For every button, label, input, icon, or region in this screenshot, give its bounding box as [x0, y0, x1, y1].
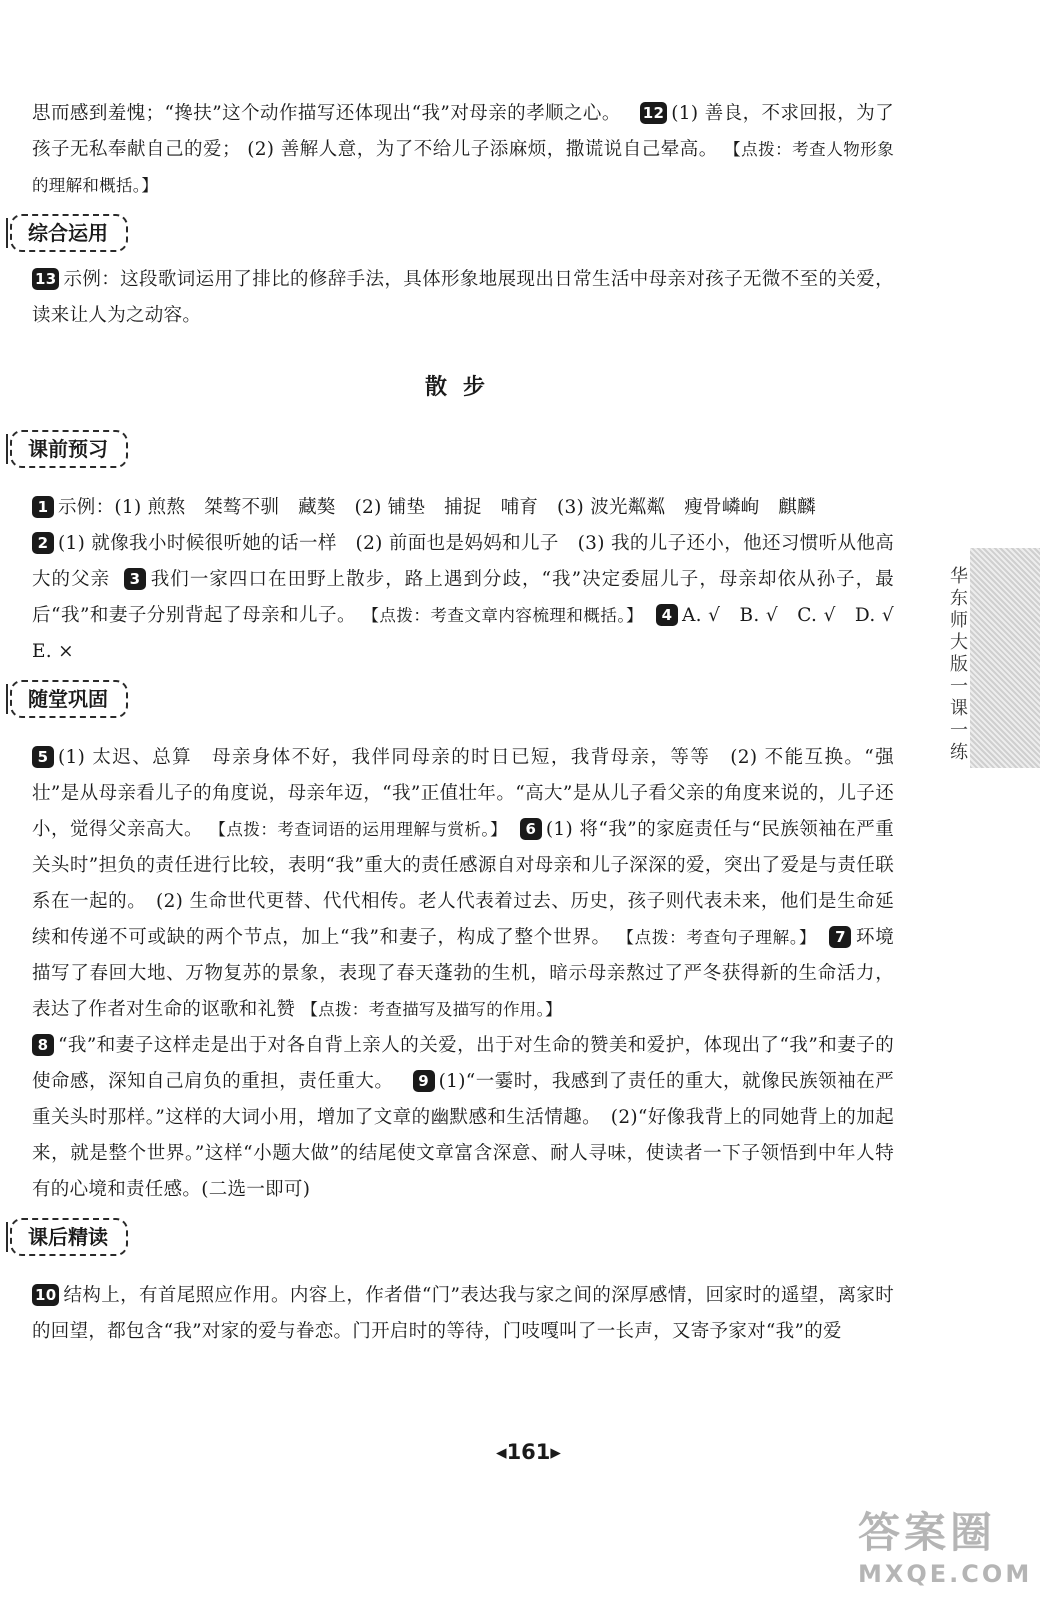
question-number-badge: 2 [32, 532, 54, 554]
question-number-badge: 10 [32, 1284, 59, 1306]
page-number: ◂161▸ [496, 1440, 561, 1464]
side-tab-texture [970, 548, 1040, 768]
tip-text: 【点拨：考查人物形象的理解和概括。】 [32, 140, 894, 195]
question-number-badge: 5 [32, 746, 54, 768]
tip-text: 【点拨：考查词语的运用理解与赏析。】 [209, 820, 508, 839]
answer-text: “我”和妻子这样走是出于对各自背上亲人的关爱，出于对生命的赞美和爱护，体现出了“我”和妻子的使命感，深知自己肩负的重担，责任重大。 [32, 1035, 894, 1092]
answer-text: (1) 善良，不求回报，为了孩子无私奉献自己的爱； (2) 善解人意，为了不给儿子添麻烦，撒谎说自己晕高。 [32, 103, 894, 160]
question-number-badge: 7 [829, 926, 851, 948]
section-marker [6, 684, 12, 714]
paragraph-q1-q4 [32, 490, 913, 670]
section-marker [6, 1222, 12, 1252]
answer-text: (1) 就像我小时候很听她的话一样 (2) 前面也是妈妈和儿子 (3) 我的儿子还小，他还习惯听从他高大的父亲 [32, 533, 894, 590]
paragraph-q11-q12 [32, 96, 894, 204]
question-number-badge: 6 [520, 818, 542, 840]
question-number-badge: 8 [32, 1034, 54, 1056]
answer-text: (1) 太迟、总算 母亲身体不好，我伴同母亲的时日已短，我背母亲，等等 (2) 不能互换。“强壮”是从母亲看儿子的角度说，母亲年迈，“我”正值壮年。“高大”是从儿子看父亲的角度来说的，儿子还小，觉得父亲高大。 [32, 747, 894, 840]
question-number-badge: 12 [640, 102, 667, 124]
watermark-logo-text: 答案圈 [858, 1508, 997, 1557]
section-heading [28, 420, 894, 478]
answer-text: (1) 将“我”的家庭责任与“民族领袖在严重关头时”担负的责任进行比较，表明“我”重大的责任感源自对母亲和儿子深深的爱，突出了爱是与责任联系在一起的。 (2) 生命世代更替、代代相传。老人代表着过去、历史，孩子则代表未来，他们是生命延续和传递不可或缺的两个节点，加上“我”和妻子，构成了整个世界。 [32, 819, 895, 948]
continued-text: 思而感到羞愧；“搀扶”这个动作描写还体现出“我”对母亲的孝顺之心。 [32, 103, 621, 124]
section-label: 课前预习 [10, 430, 128, 468]
section-heading [28, 1208, 894, 1266]
answer-text: 环境 描写了春回大地、万物复苏的景象，表现了春天蓬勃的生机，暗示母亲熬过了严冬获得新的生命活力，表达了作者对生命的讴歌和礼赞 [32, 927, 913, 1020]
side-tab-label: 华东师大版一课一练 [947, 566, 968, 764]
answer-text: 示例：这段歌词运用了排比的修辞手法，具体形象地展现出日常生活中母亲对孩子无微不至的关爱，读来让人为之动容。 [32, 269, 894, 326]
paragraph-q5-q7 [32, 740, 913, 1028]
section-label: 随堂巩固 [10, 680, 128, 718]
question-number-badge: 9 [413, 1070, 435, 1092]
section-heading [28, 670, 894, 728]
section-label: 综合运用 [10, 214, 128, 252]
tip-text: 【点拨：考查文章内容梳理和概括。】 [362, 606, 644, 625]
lesson-title: 散步 [424, 375, 501, 400]
section-marker [6, 218, 12, 248]
answer-text: (1)“一霎时，我感到了责任的重大，就像民族领袖在严重关头时那样。”这样的大词小用，增加了文章的幽默感和生活情趣。 (2)“好像我背上的同她背上的加起来，就是整个世界。”这样“小题大做”的结尾使文章富含深意、耐人寻味，使读者一下子领悟到中年人特有的心境和责任感。(二选一即可) [32, 1071, 895, 1200]
answer-text: 结构上，有首尾照应作用。内容上，作者借“门”表达我与家之间的深厚感情，回家时的遥望，离家时的回望，都包含“我”对家的爱与眷恋。门开启时的等待，门吱嘎叫了一长声，又寄予家对“我”的爱 [32, 1285, 894, 1342]
question-number-badge: 1 [32, 496, 54, 518]
section-label: 课后精读 [10, 1218, 128, 1256]
question-number-badge: 13 [32, 268, 59, 290]
watermark [858, 1500, 1048, 1590]
question-number-badge: 3 [124, 568, 146, 590]
paragraph-q10 [32, 1278, 894, 1350]
answer-page-content [28, 96, 913, 1350]
question-number-badge: 4 [656, 604, 678, 626]
answer-text: 我们一家四口在田野上散步，路上遇到分歧，“我”决定委屈儿子，母亲却依从孙子，最后“我”和妻子分别背起了母亲和儿子。 [32, 569, 894, 626]
answer-text: A. √ B. √ C. √ D. √ E. × [32, 605, 913, 662]
paragraph-q8-q9 [32, 1028, 894, 1208]
paragraph-q13 [32, 262, 894, 334]
tip-text: 【点拨：考查描写及描写的作用。】 [301, 1000, 562, 1019]
tip-text: 【点拨：考查句子理解。】 [617, 928, 817, 947]
section-marker [6, 434, 12, 464]
answer-text: 示例：(1) 煎熬 桀骜不驯 藏獒 (2) 铺垫 捕捉 哺育 (3) 波光粼粼 瘦骨嶙峋 麒麟 [58, 497, 816, 518]
section-heading [28, 204, 894, 262]
watermark-url: MXQE.COM [858, 1560, 1033, 1588]
